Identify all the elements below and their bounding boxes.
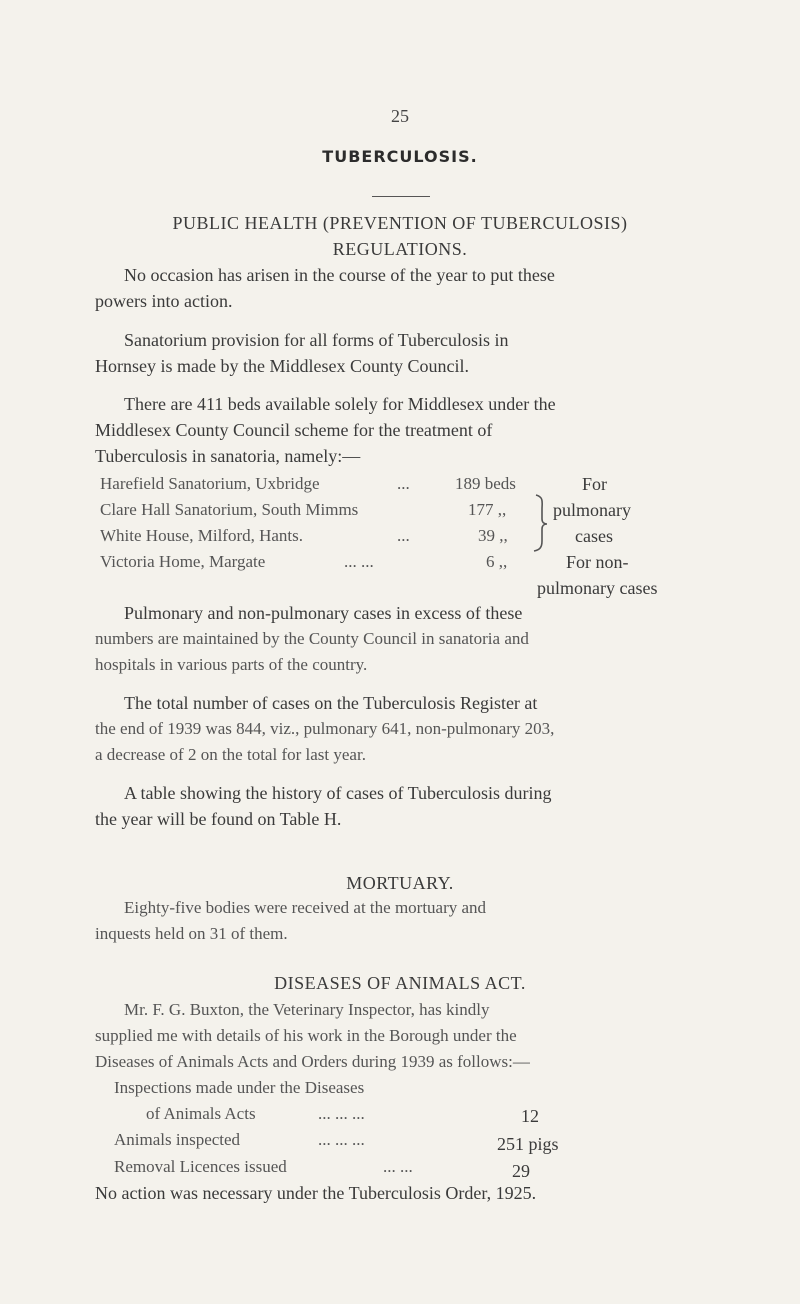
animals-line1: Mr. F. G. Buxton, the Veterinary Inspector, has kindly [124, 1000, 490, 1019]
sanatorium-name: Victoria Home, Margate [100, 552, 266, 571]
mortuary-title: MORTUARY. [346, 873, 454, 893]
p2-line2: Hornsey is made by the Middlesex County Council. [95, 356, 469, 376]
p1-line1: No occasion has arisen in the course of the year to put these [124, 265, 555, 285]
heading-rule [372, 196, 430, 197]
p3-line3: Tuberculosis in sanatoria, namely:— [95, 446, 361, 466]
phpr-title-line2: REGULATIONS. [332, 239, 468, 259]
p3-line2: Middlesex County Council scheme for the treatment of [95, 420, 493, 440]
section-heading: TUBERCULOSIS. [322, 147, 478, 166]
stat-value: 251 pigs [497, 1134, 559, 1154]
page-number: 25 [391, 106, 409, 126]
p2-line1: Sanatorium provision for all forms of Tuberculosis in [124, 330, 509, 350]
sanatorium-note: pulmonary [553, 500, 631, 520]
p1-line2: powers into action. [95, 291, 233, 311]
sanatorium-name: Clare Hall Sanatorium, South Mimms [100, 500, 359, 519]
p5-line1: The total number of cases on the Tuberculosis Register at [124, 693, 538, 713]
stat-label: Removal Licences issued [114, 1157, 287, 1176]
mortuary-line1: Eighty-five bodies were received at the mortuary and [124, 898, 487, 917]
animals-line3: Diseases of Animals Acts and Orders during 1939 as follows:— [95, 1052, 530, 1071]
p4-line2: numbers are maintained by the County Council in sanatoria and [95, 629, 529, 648]
sanatorium-note: For [582, 474, 608, 494]
stat-dots: ... ... [383, 1157, 413, 1176]
stat-value: 12 [521, 1106, 539, 1126]
animals-title: DISEASES OF ANIMALS ACT. [274, 973, 526, 993]
closing-line: No action was necessary under the Tuberculosis Order, 1925. [95, 1183, 537, 1203]
sanatorium-dots: ... [397, 474, 410, 493]
mortuary-line2: inquests held on 31 of them. [95, 924, 288, 943]
phpr-title-line1: PUBLIC HEALTH (PREVENTION OF TUBERCULOSIS) [172, 213, 628, 233]
p6-line1: A table showing the history of cases of Tuberculosis during [124, 783, 552, 803]
brace-icon [530, 493, 556, 553]
p4-line1: Pulmonary and non-pulmonary cases in excess of these [124, 603, 523, 623]
sanatorium-beds: 177 ,, [468, 500, 507, 519]
stat-dots: ... ... ... [318, 1104, 365, 1123]
animals-line2: supplied me with details of his work in the Borough under the [95, 1026, 517, 1045]
sanatorium-note: For non- [566, 552, 629, 572]
sanatorium-name: White House, Milford, Hants. [100, 526, 304, 545]
stat-value: 29 [512, 1161, 530, 1181]
sanatorium-beds: 6 ,, [486, 552, 508, 571]
p4-line3: hospitals in various parts of the country. [95, 655, 368, 674]
sanatorium-name: Harefield Sanatorium, Uxbridge [100, 474, 320, 493]
note-continuation: pulmonary cases [537, 578, 658, 598]
p6-line2: the year will be found on Table H. [95, 809, 342, 829]
stat-label: of Animals Acts [146, 1104, 256, 1123]
sanatorium-dots: ... [397, 526, 410, 545]
sanatorium-beds: 189 beds [455, 474, 516, 493]
sanatorium-beds: 39 ,, [478, 526, 508, 545]
p5-line2: the end of 1939 was 844, viz., pulmonary 641, non-pulmonary 203, [95, 719, 555, 738]
sanatorium-dots: ... ... [344, 552, 374, 571]
p5-line3: a decrease of 2 on the total for last year. [95, 745, 366, 764]
stat-label: Animals inspected [114, 1130, 241, 1149]
stats-label-1a: Inspections made under the Diseases [114, 1078, 365, 1097]
stat-dots: ... ... ... [318, 1130, 365, 1149]
p3-line1: There are 411 beds available solely for Middlesex under the [124, 394, 556, 414]
sanatorium-note: cases [575, 526, 613, 546]
